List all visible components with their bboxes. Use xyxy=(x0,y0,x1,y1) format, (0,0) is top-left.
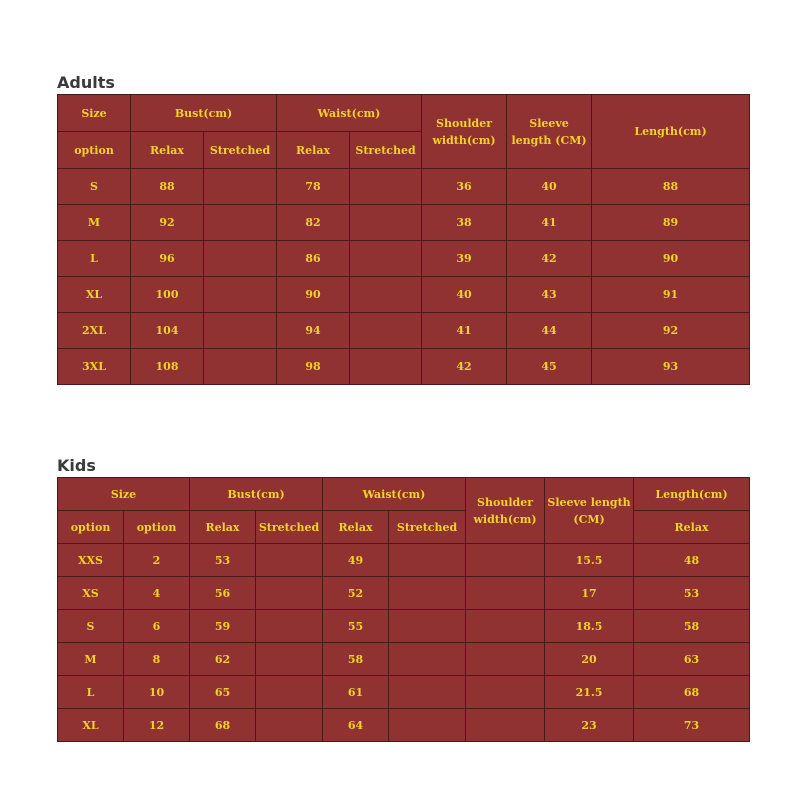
length-cell: 48 xyxy=(634,544,750,577)
kids-sleeve-header xyxy=(545,478,634,544)
size-cell: XL xyxy=(58,277,131,313)
length-cell: 53 xyxy=(634,577,750,610)
length-cell: 92 xyxy=(592,313,750,349)
table-row xyxy=(58,643,750,676)
bust-stretched-cell xyxy=(256,709,323,742)
bust-relax-cell: 104 xyxy=(131,313,204,349)
waist-stretched-cell xyxy=(389,544,466,577)
sleeve-cell: 15.5 xyxy=(545,544,634,577)
shoulder-cell xyxy=(466,544,545,577)
kids-length-header: Length(cm) xyxy=(634,478,750,511)
sleeve-cell: 20 xyxy=(545,643,634,676)
waist-relax-cell: 49 xyxy=(323,544,389,577)
kids-shoulder-header-line2: width(cm) xyxy=(473,512,537,526)
bust-relax-cell: 53 xyxy=(190,544,256,577)
adults-shoulder-header xyxy=(422,95,507,169)
kids-option-header-1: option xyxy=(58,511,124,544)
waist-stretched-cell xyxy=(350,169,422,205)
waist-stretched-cell xyxy=(350,313,422,349)
kids-waist-header: Waist(cm) xyxy=(323,478,466,511)
bust-relax-cell: 88 xyxy=(131,169,204,205)
waist-relax-cell: 78 xyxy=(277,169,350,205)
adults-bust-stretched-header: Stretched xyxy=(204,132,277,169)
bust-relax-cell: 68 xyxy=(190,709,256,742)
kids-size-table xyxy=(57,477,750,742)
waist-relax-cell: 98 xyxy=(277,349,350,385)
kids-size-header: Size xyxy=(58,478,190,511)
bust-stretched-cell xyxy=(256,577,323,610)
shoulder-cell xyxy=(466,643,545,676)
sleeve-cell: 42 xyxy=(507,241,592,277)
adults-shoulder-header-line1: Shoulder xyxy=(436,116,492,130)
sleeve-cell: 41 xyxy=(507,205,592,241)
kids-length-relax-header: Relax xyxy=(634,511,750,544)
waist-relax-cell: 58 xyxy=(323,643,389,676)
kids-bust-stretched-header: Stretched xyxy=(256,511,323,544)
waist-relax-cell: 52 xyxy=(323,577,389,610)
adults-section-title: Adults xyxy=(57,73,115,92)
sleeve-cell: 23 xyxy=(545,709,634,742)
option-cell: 8 xyxy=(124,643,190,676)
waist-stretched-cell xyxy=(389,709,466,742)
table-row xyxy=(58,610,750,643)
adults-option-header: option xyxy=(58,132,131,169)
bust-stretched-cell xyxy=(204,205,277,241)
size-cell: S xyxy=(58,610,124,643)
shoulder-cell: 36 xyxy=(422,169,507,205)
table-row xyxy=(58,205,750,241)
shoulder-cell xyxy=(466,577,545,610)
bust-stretched-cell xyxy=(256,610,323,643)
length-cell: 58 xyxy=(634,610,750,643)
bust-stretched-cell xyxy=(204,241,277,277)
size-cell: L xyxy=(58,241,131,277)
adults-size-header: Size xyxy=(58,95,131,132)
length-cell: 68 xyxy=(634,676,750,709)
length-cell: 93 xyxy=(592,349,750,385)
bust-stretched-cell xyxy=(256,544,323,577)
length-cell: 63 xyxy=(634,643,750,676)
waist-stretched-cell xyxy=(350,277,422,313)
waist-relax-cell: 86 xyxy=(277,241,350,277)
sleeve-cell: 45 xyxy=(507,349,592,385)
kids-bust-relax-header: Relax xyxy=(190,511,256,544)
table-row xyxy=(58,349,750,385)
waist-relax-cell: 64 xyxy=(323,709,389,742)
option-cell: 2 xyxy=(124,544,190,577)
adults-waist-stretched-header: Stretched xyxy=(350,132,422,169)
table-row xyxy=(58,169,750,205)
shoulder-cell xyxy=(466,709,545,742)
adults-header-row-1 xyxy=(58,95,750,132)
size-cell: M xyxy=(58,643,124,676)
table-row xyxy=(58,709,750,742)
sleeve-cell: 18.5 xyxy=(545,610,634,643)
sleeve-cell: 44 xyxy=(507,313,592,349)
waist-relax-cell: 61 xyxy=(323,676,389,709)
size-cell: XXS xyxy=(58,544,124,577)
table-row xyxy=(58,577,750,610)
kids-shoulder-header-line1: Shoulder xyxy=(477,495,533,509)
bust-stretched-cell xyxy=(204,313,277,349)
size-cell: M xyxy=(58,205,131,241)
adults-bust-header: Bust(cm) xyxy=(131,95,277,132)
sleeve-cell: 17 xyxy=(545,577,634,610)
table-row xyxy=(58,241,750,277)
waist-stretched-cell xyxy=(350,205,422,241)
bust-stretched-cell xyxy=(256,676,323,709)
bust-relax-cell: 96 xyxy=(131,241,204,277)
sleeve-cell: 40 xyxy=(507,169,592,205)
waist-relax-cell: 82 xyxy=(277,205,350,241)
size-cell: XL xyxy=(58,709,124,742)
table-row xyxy=(58,544,750,577)
kids-header-row-2 xyxy=(58,511,750,544)
adults-sleeve-header-line1: Sleeve xyxy=(529,116,569,130)
adults-length-header: Length(cm) xyxy=(592,95,750,169)
waist-relax-cell: 94 xyxy=(277,313,350,349)
sleeve-cell: 43 xyxy=(507,277,592,313)
kids-shoulder-header xyxy=(466,478,545,544)
waist-relax-cell: 55 xyxy=(323,610,389,643)
size-cell: XS xyxy=(58,577,124,610)
kids-bust-header: Bust(cm) xyxy=(190,478,323,511)
option-cell: 4 xyxy=(124,577,190,610)
waist-relax-cell: 90 xyxy=(277,277,350,313)
waist-stretched-cell xyxy=(389,676,466,709)
bust-stretched-cell xyxy=(204,277,277,313)
shoulder-cell: 38 xyxy=(422,205,507,241)
option-cell: 10 xyxy=(124,676,190,709)
waist-stretched-cell xyxy=(350,241,422,277)
bust-stretched-cell xyxy=(204,169,277,205)
kids-sleeve-header-line2: (CM) xyxy=(573,512,605,526)
sleeve-cell: 21.5 xyxy=(545,676,634,709)
bust-relax-cell: 108 xyxy=(131,349,204,385)
table-row xyxy=(58,277,750,313)
waist-stretched-cell xyxy=(389,577,466,610)
length-cell: 91 xyxy=(592,277,750,313)
shoulder-cell xyxy=(466,610,545,643)
option-cell: 6 xyxy=(124,610,190,643)
size-cell: 3XL xyxy=(58,349,131,385)
length-cell: 89 xyxy=(592,205,750,241)
kids-header-row-1 xyxy=(58,478,750,511)
bust-relax-cell: 59 xyxy=(190,610,256,643)
kids-option-header-2: option xyxy=(124,511,190,544)
bust-stretched-cell xyxy=(256,643,323,676)
waist-stretched-cell xyxy=(389,643,466,676)
shoulder-cell xyxy=(466,676,545,709)
adults-shoulder-header-line2: width(cm) xyxy=(432,133,496,147)
length-cell: 88 xyxy=(592,169,750,205)
adults-waist-relax-header: Relax xyxy=(277,132,350,169)
table-row xyxy=(58,313,750,349)
length-cell: 90 xyxy=(592,241,750,277)
bust-relax-cell: 56 xyxy=(190,577,256,610)
bust-relax-cell: 100 xyxy=(131,277,204,313)
bust-relax-cell: 62 xyxy=(190,643,256,676)
adults-size-table xyxy=(57,94,750,385)
size-cell: 2XL xyxy=(58,313,131,349)
shoulder-cell: 40 xyxy=(422,277,507,313)
adults-sleeve-header-line2: length (CM) xyxy=(511,133,587,147)
adults-sleeve-header xyxy=(507,95,592,169)
size-cell: S xyxy=(58,169,131,205)
kids-section-title: Kids xyxy=(57,456,96,475)
bust-relax-cell: 92 xyxy=(131,205,204,241)
bust-stretched-cell xyxy=(204,349,277,385)
shoulder-cell: 42 xyxy=(422,349,507,385)
kids-waist-stretched-header: Stretched xyxy=(389,511,466,544)
option-cell: 12 xyxy=(124,709,190,742)
shoulder-cell: 41 xyxy=(422,313,507,349)
kids-sleeve-header-line1: Sleeve length xyxy=(547,495,631,509)
length-cell: 73 xyxy=(634,709,750,742)
bust-relax-cell: 65 xyxy=(190,676,256,709)
size-cell: L xyxy=(58,676,124,709)
shoulder-cell: 39 xyxy=(422,241,507,277)
waist-stretched-cell xyxy=(389,610,466,643)
waist-stretched-cell xyxy=(350,349,422,385)
kids-waist-relax-header: Relax xyxy=(323,511,389,544)
table-row xyxy=(58,676,750,709)
adults-waist-header: Waist(cm) xyxy=(277,95,422,132)
adults-bust-relax-header: Relax xyxy=(131,132,204,169)
